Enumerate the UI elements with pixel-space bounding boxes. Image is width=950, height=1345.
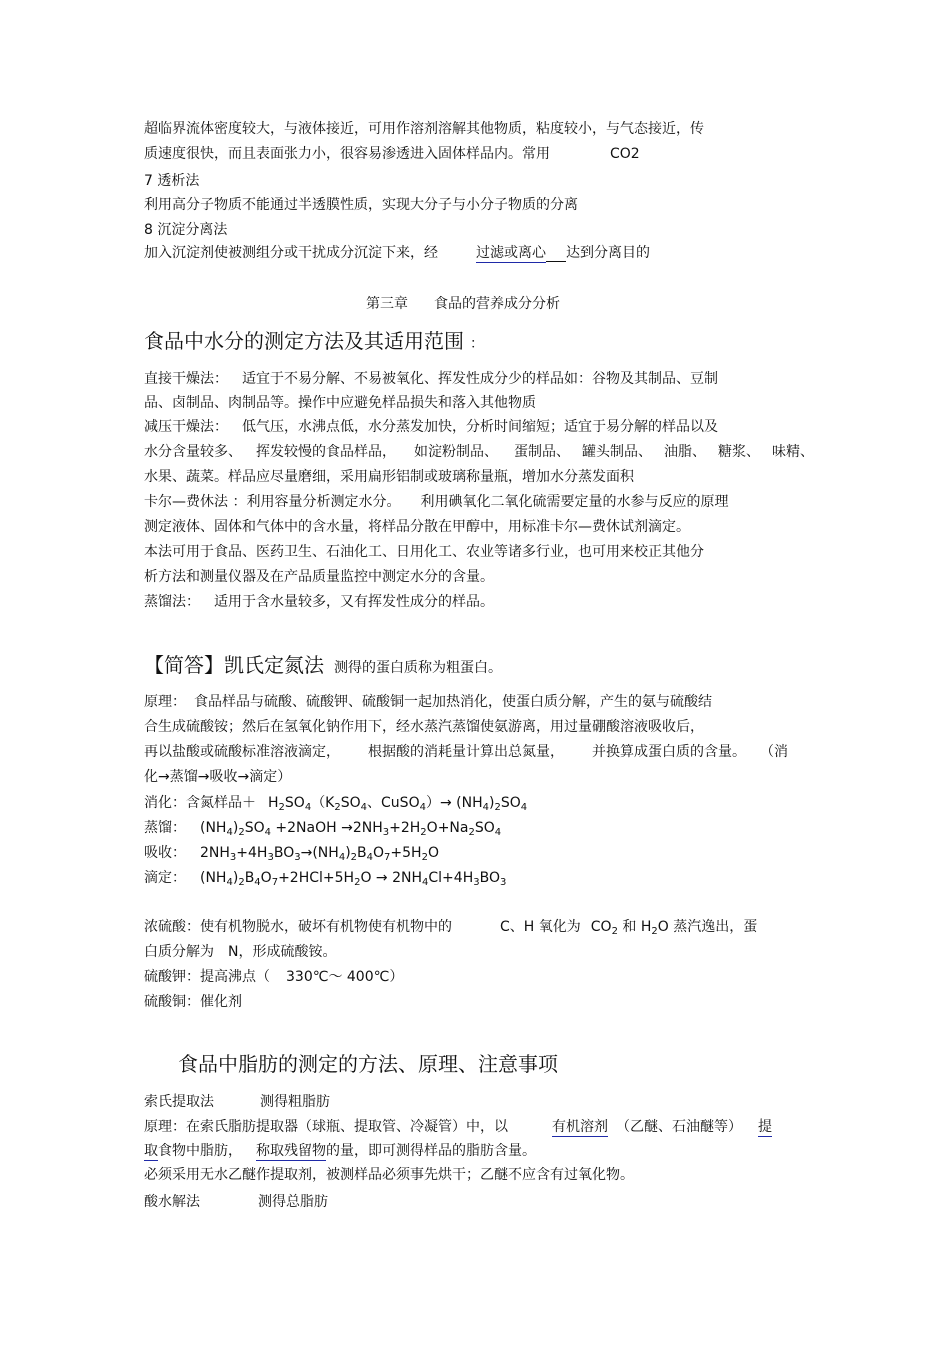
- text-line: 本法可用于食品、医药卫生、石油化工、日用化工、农业等诸多行业，也可用来校正其他分: [144, 544, 704, 560]
- text-line: 取食物中脂肪， 称取残留物的量，即可测得样品的脂肪含量。: [144, 1143, 536, 1159]
- text-line: 利用高分子物质不能通过半透膜性质，实现大分子与小分子物质的分离: [144, 197, 578, 213]
- text-line: 超临界流体密度较大，与液体接近，可用作溶剂溶解其他物质，粘度较小，与气态接近，传: [144, 121, 704, 137]
- equation-titration: 滴定： $(NH_4)_2B_4O_7+2HCl+5H_2O \to 2NH_4Cl+4H_3BO_3$: [144, 870, 507, 888]
- chapter-title: 第三章 食品的营养成分分析: [366, 296, 560, 312]
- text-line: 原理： 食品样品与硫酸、硫酸钾、硫酸铜一起加热消化，使蛋白质分解，产生的氨与硫酸结: [144, 694, 712, 710]
- text-line: 质速度很快，而且表面张力小，很容易渗透进入固体样品内。常用 CO2: [144, 146, 640, 162]
- text-line: 测定液体、固体和气体中的含水量，将样品分散在甲醇中，用标准卡尔—费休试剂滴定。: [144, 519, 690, 535]
- text-line: 酸水解法 测得总脂肪: [144, 1194, 328, 1210]
- text-line: 加入沉淀剂使被测组分或干扰成分沉淀下来，经 过滤或离心 达到分离目的: [144, 245, 650, 261]
- section-label: 8 沉淀分离法: [144, 222, 228, 238]
- text-line: 索氏提取法 测得粗脂肪: [144, 1094, 330, 1110]
- text-line: 蒸馏法： 适用于含水量较多，又有挥发性成分的样品。: [144, 594, 494, 610]
- heading-kjeldahl: 【简答】凯氏定氮法 测得的蛋白质称为粗蛋白。: [144, 653, 502, 677]
- text-line: 析方法和测量仪器及在产品质量监控中测定水分的含量。: [144, 569, 494, 585]
- heading-water: 食品中水分的测定方法及其适用范围 ：: [144, 329, 484, 353]
- text-line: 合生成硫酸铵；然后在氢氧化钠作用下，经水蒸汽蒸馏使氨游离，用过量硼酸溶液吸收后，: [144, 719, 704, 735]
- heading-fat: 食品中脂肪的测定的方法、原理、注意事项: [178, 1052, 558, 1076]
- underlined-term: 有机溶剂: [552, 1119, 608, 1135]
- text-line: 水果、蔬菜。样品应尽量磨细，采用扁形铝制或玻璃称量瓶，增加水分蒸发面积: [144, 469, 634, 485]
- underlined-term: 取: [144, 1143, 158, 1159]
- underlined-term: 过滤或离心: [476, 245, 546, 261]
- text-line: 品、卤制品、肉制品等。操作中应避免样品损失和落入其他物质: [144, 395, 536, 411]
- text-line: 硫酸钾：提高沸点（ 330℃～ 400℃）: [144, 969, 404, 985]
- text-line: 水分含量较多、 挥发较慢的食品样品， 如淀粉制品、 蛋制品、 罐头制品、 油脂、 糖浆、 味精、: [144, 444, 814, 460]
- equation-digestion: 消化：含氮样品＋ $H_2SO_4(K_2SO_4$、CuSO$_4$）→ $(NH_4)_2SO_4$: [144, 795, 528, 813]
- text-line: 再以盐酸或硫酸标准溶液滴定， 根据酸的消耗量计算出总氮量， 并换算成蛋白质的含量。 （消: [144, 744, 788, 760]
- text-line: 直接干燥法： 适宜于不易分解、不易被氧化、挥发性成分少的样品如：谷物及其制品、豆制: [144, 371, 718, 387]
- text-line: 卡尔—费休法 ：利用容量分析测定水分。 利用碘氧化二氧化硫需要定量的水参与反应的原理: [144, 494, 729, 510]
- text-line: 减压干燥法： 低气压，水沸点低，水分蒸发加快，分析时间缩短；适宜于易分解的样品以及: [144, 419, 718, 435]
- text-line: 化→蒸馏→吸收→滴定）: [144, 769, 292, 785]
- text-line: 原理：在索氏脂肪提取器（球瓶、提取管、冷凝管）中，以 有机溶剂 （乙醚、石油醚等） 提: [144, 1119, 772, 1135]
- underlined-term: 称取残留物: [256, 1143, 326, 1159]
- text-line: 必须采用无水乙醚作提取剂，被测样品必须事先烘干；乙醚不应含有过氧化物。: [144, 1167, 634, 1183]
- text-line: 硫酸铜：催化剂: [144, 994, 242, 1010]
- section-label: 7 透析法: [144, 173, 200, 189]
- equation-distillation: 蒸馏： $(NH_4)_2SO_4$ +2NaOH $\to 2NH_3+2H_2O+Na_2SO_4$: [144, 820, 502, 838]
- underlined-term: 提: [758, 1119, 772, 1135]
- text-line: 浓硫酸：使有机物脱水，破坏有机物使有机物中的 C、H 氧化为 $CO_2$ 和 $H_2O$ 蒸汽逸出，蛋: [144, 919, 758, 937]
- equation-absorption: 吸收： $2NH_3+4H_3BO_3\to(NH_4)_2B_4O_7+5H_2O$: [144, 845, 439, 863]
- text-line: 白质分解为 N，形成硫酸铵。: [144, 944, 337, 960]
